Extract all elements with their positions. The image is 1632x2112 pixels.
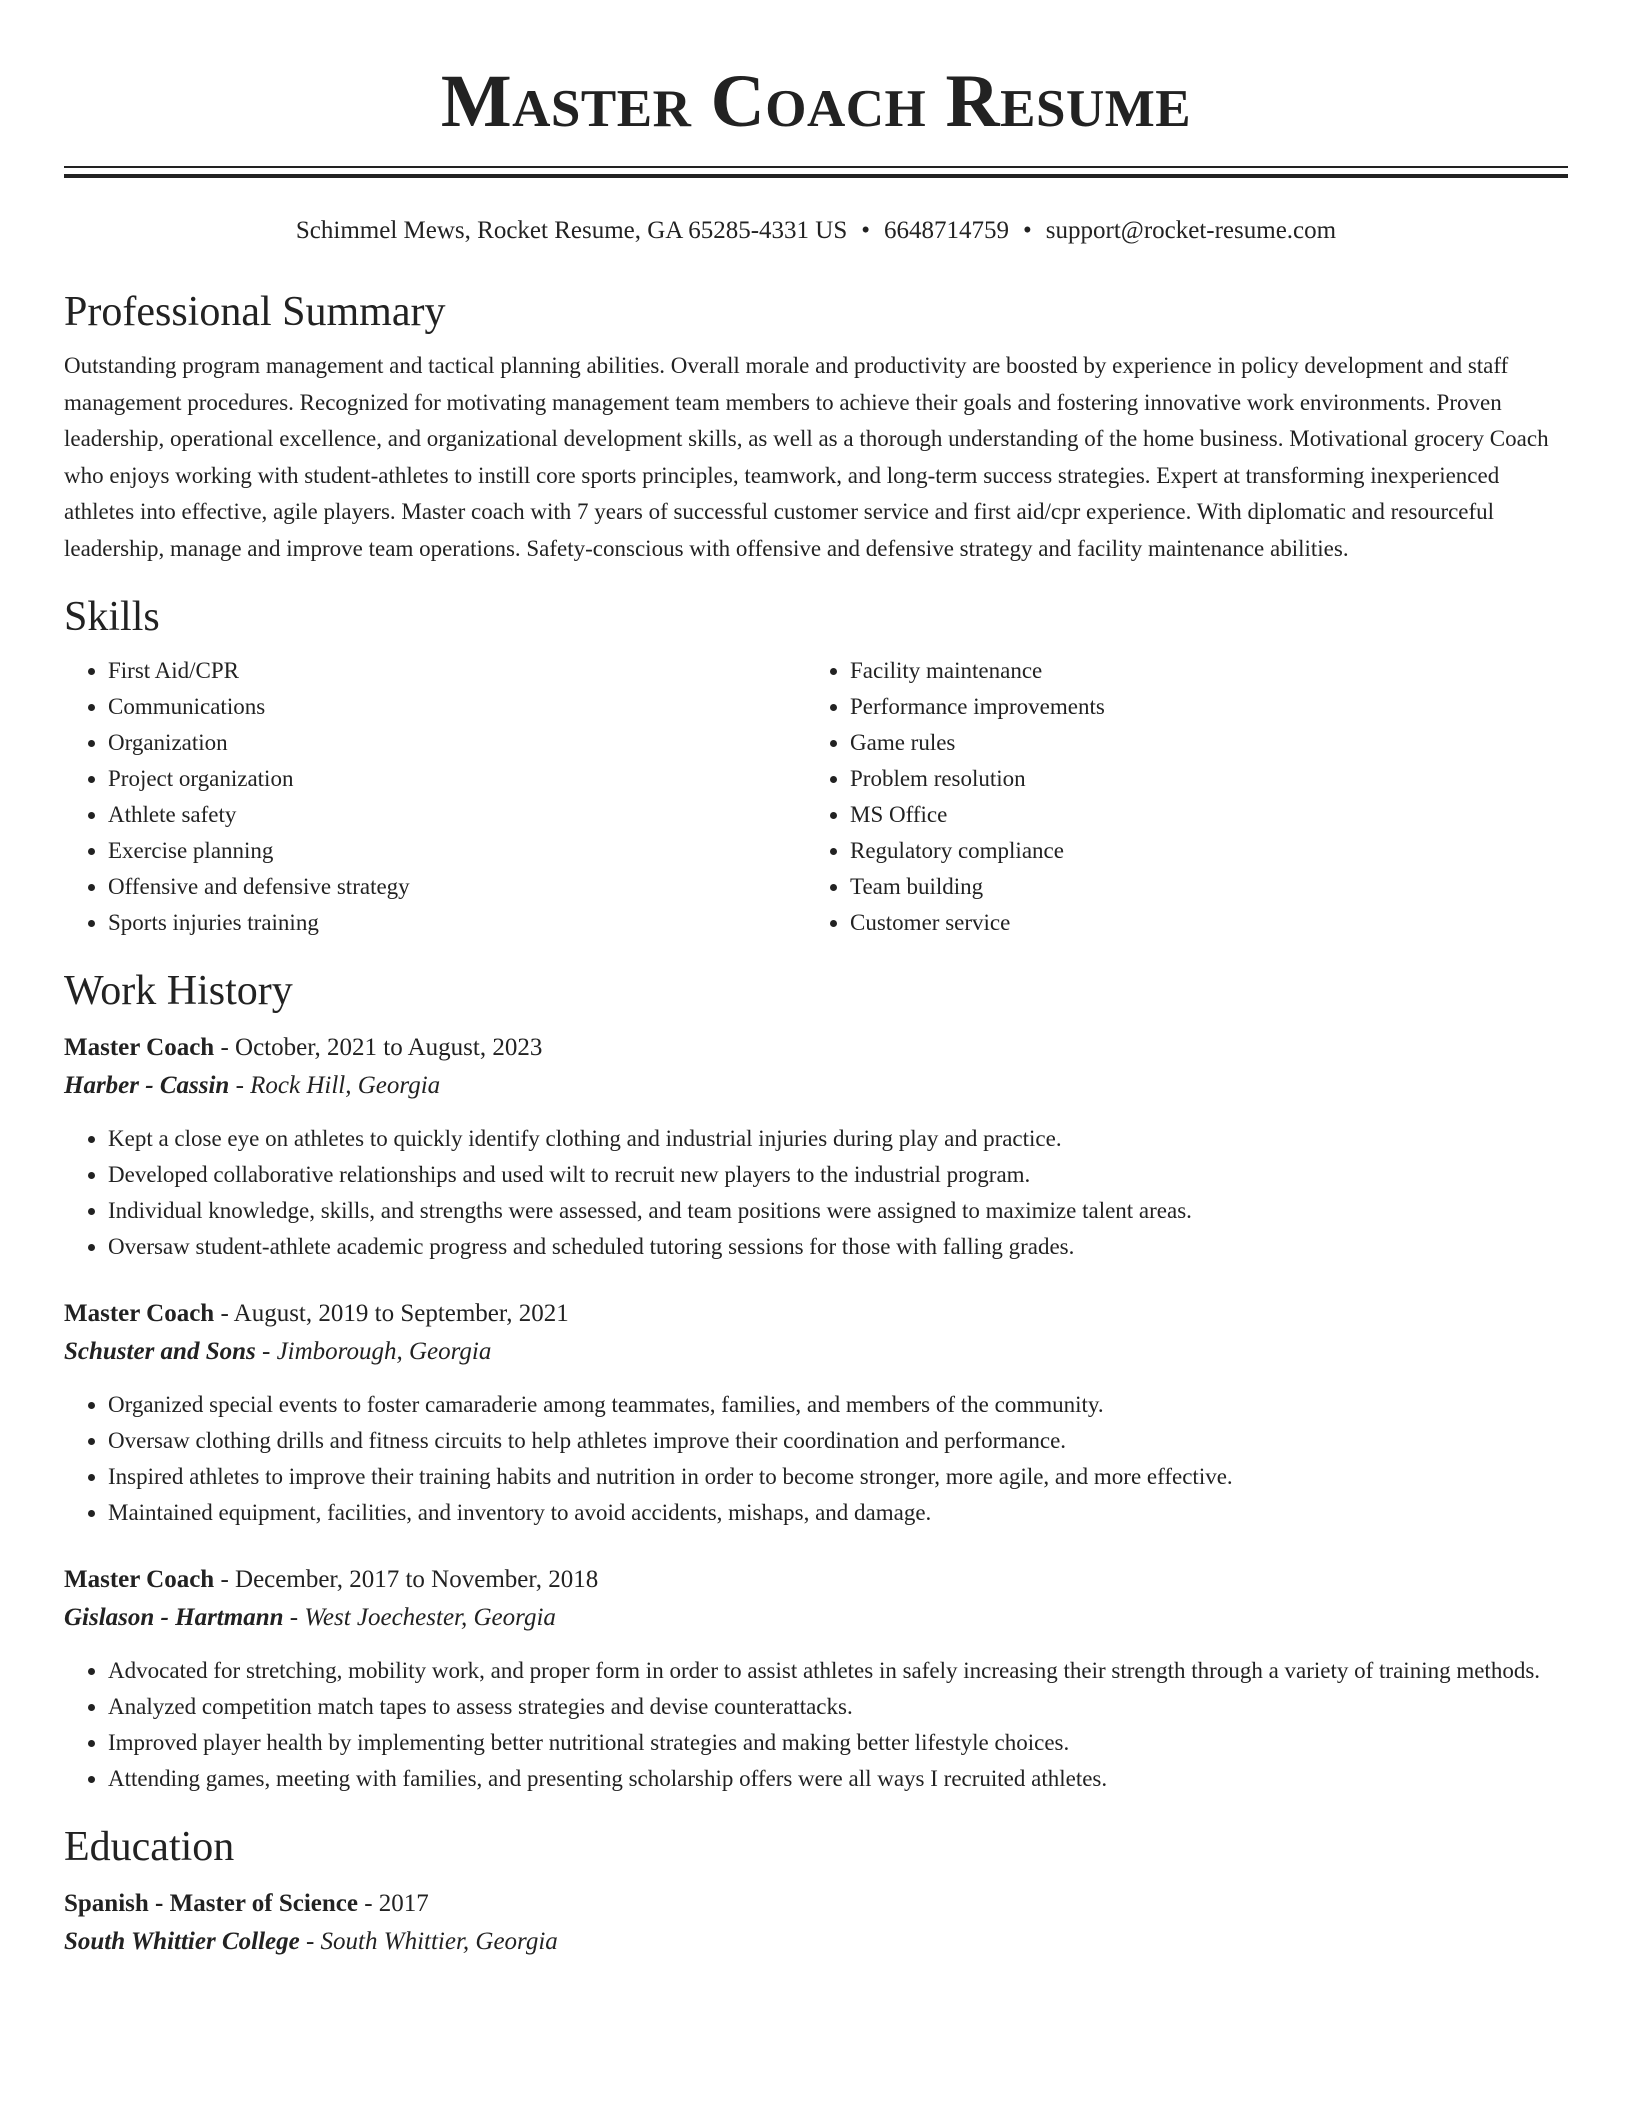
job-location: - Rock Hill, Georgia (229, 1072, 441, 1099)
job-entry (64, 1561, 1568, 1797)
education-year: - 2017 (357, 1890, 429, 1917)
title-divider-thin (64, 166, 1568, 168)
job-bullet: • Organized special events to foster camaraderie among teammates, families, and members of the community. (108, 1387, 1568, 1423)
skill-item: • Offensive and defensive strategy (108, 869, 806, 905)
job-bullet: • Analyzed competition match tapes to assess strategies and devise counterattacks. (108, 1689, 1568, 1725)
job-header (64, 1295, 1568, 1333)
job-bullet: • Attending games, meeting with families, and presenting scholarship offers were all ways I recruited athletes. (108, 1761, 1568, 1797)
job-bullet: • Individual knowledge, skills, and strengths were assessed, and team positions were assigned to maximize talent areas. (108, 1193, 1568, 1229)
education-entry (64, 1885, 1568, 1961)
page-title: Master Coach Resume (440, 60, 1192, 143)
summary-text: Outstanding program management and tactical planning abilities. Overall morale and productivity are boosted by experience in policy development and staff management procedures. Recognized for motivating management team members to achieve their goals and fostering innovative work environments. Proven leadership, operational excellence, and organizational development skills, as well as a thorough understanding of the home business. Motivational grocery Coach who enjoys working with student-athletes to instill core sports principles, teamwork, and long-term success strategies. Expert at transforming inexperienced athletes into effective, agile players. Master coach with 7 years of successful customer service and first aid/cpr experience. With diplomatic and resourceful leadership, manage and improve team operations. Safety-conscious with offensive and defensive strategy and facility maintenance abilities. (64, 353, 1549, 561)
job-company: Schuster and Sons (64, 1338, 256, 1365)
education-school: South Whittier College (64, 1928, 300, 1955)
job-location: - West Joechester, Georgia (283, 1604, 556, 1631)
job-role: Master Coach (64, 1300, 215, 1327)
title-divider-thick (64, 174, 1568, 178)
skill-item: • Sports injuries training (108, 905, 806, 941)
skill-item: • Performance improvements (850, 689, 1548, 725)
skill-item: • Exercise planning (108, 833, 806, 869)
skill-item: • Organization (108, 725, 806, 761)
job-header (64, 1029, 1568, 1067)
skill-item: • Regulatory compliance (850, 833, 1548, 869)
job-company: Harber - Cassin (64, 1072, 230, 1099)
skills-columns (64, 653, 1568, 941)
education-degree: Spanish - Master of Science (64, 1890, 358, 1917)
contact-separator: • (861, 217, 871, 244)
skill-item: • Project organization (108, 761, 806, 797)
contact-phone: 6648714759 (884, 217, 1010, 244)
job-bullet: • Improved player health by implementing better nutritional strategies and making better lifestyle choices. (108, 1725, 1568, 1761)
education-location: - South Whittier, Georgia (299, 1928, 558, 1955)
job-bullets (64, 1121, 1568, 1265)
skills-list-left (64, 653, 806, 941)
job-header (64, 1561, 1568, 1599)
job-company-line (64, 1067, 1568, 1105)
contact-address: Schimmel Mews, Rocket Resume, GA 65285-4331 US (295, 217, 848, 244)
contact-line (64, 214, 1568, 248)
job-bullet: • Developed collaborative relationships and used wilt to recruit new players to the industrial program. (108, 1157, 1568, 1193)
skill-item: • First Aid/CPR (108, 653, 806, 689)
skills-heading: Skills (64, 594, 160, 640)
job-bullet: • Advocated for stretching, mobility work, and proper form in order to assist athletes in safely increasing their strength through a variety of training methods. (108, 1653, 1568, 1689)
job-dates: - October, 2021 to August, 2023 (214, 1034, 543, 1061)
skill-item: • Game rules (850, 725, 1548, 761)
job-company-line (64, 1333, 1568, 1371)
job-bullet: • Oversaw clothing drills and fitness circuits to help athletes improve their coordination and performance. (108, 1423, 1568, 1459)
job-bullet: • Maintained equipment, facilities, and inventory to avoid accidents, mishaps, and damage. (108, 1495, 1568, 1531)
job-company-line (64, 1599, 1568, 1637)
skill-item: • Problem resolution (850, 761, 1548, 797)
job-bullets (64, 1387, 1568, 1531)
job-entry (64, 1295, 1568, 1531)
education-school-line (64, 1923, 1568, 1961)
education-header (64, 1885, 1568, 1923)
work-history-heading: Work History (64, 968, 293, 1014)
skill-item: • Team building (850, 869, 1548, 905)
skill-item: • Athlete safety (108, 797, 806, 833)
job-role: Master Coach (64, 1034, 215, 1061)
contact-email: support@rocket-resume.com (1045, 217, 1337, 244)
contact-separator: • (1023, 217, 1032, 244)
job-role: Master Coach (64, 1566, 215, 1593)
job-company: Gislason - Hartmann (64, 1604, 284, 1631)
education-heading: Education (64, 1824, 235, 1870)
job-bullets (64, 1653, 1568, 1797)
job-bullet: • Oversaw student-athlete academic progress and scheduled tutoring sessions for those with falling grades. (108, 1229, 1568, 1265)
job-bullet: • Inspired athletes to improve their training habits and nutrition in order to become stronger, more agile, and more effective. (108, 1459, 1568, 1495)
skill-item: • Customer service (850, 905, 1548, 941)
job-dates: - August, 2019 to September, 2021 (214, 1300, 569, 1327)
skill-item: • Communications (108, 689, 806, 725)
skills-list-right (806, 653, 1548, 941)
job-bullet: • Kept a close eye on athletes to quickly identify clothing and industrial injuries during play and practice. (108, 1121, 1568, 1157)
job-entry (64, 1029, 1568, 1265)
skill-item: • Facility maintenance (850, 653, 1548, 689)
skill-item: • MS Office (850, 797, 1548, 833)
job-location: - Jimborough, Georgia (255, 1338, 492, 1365)
summary-heading: Professional Summary (64, 289, 446, 335)
job-dates: - December, 2017 to November, 2018 (214, 1566, 599, 1593)
